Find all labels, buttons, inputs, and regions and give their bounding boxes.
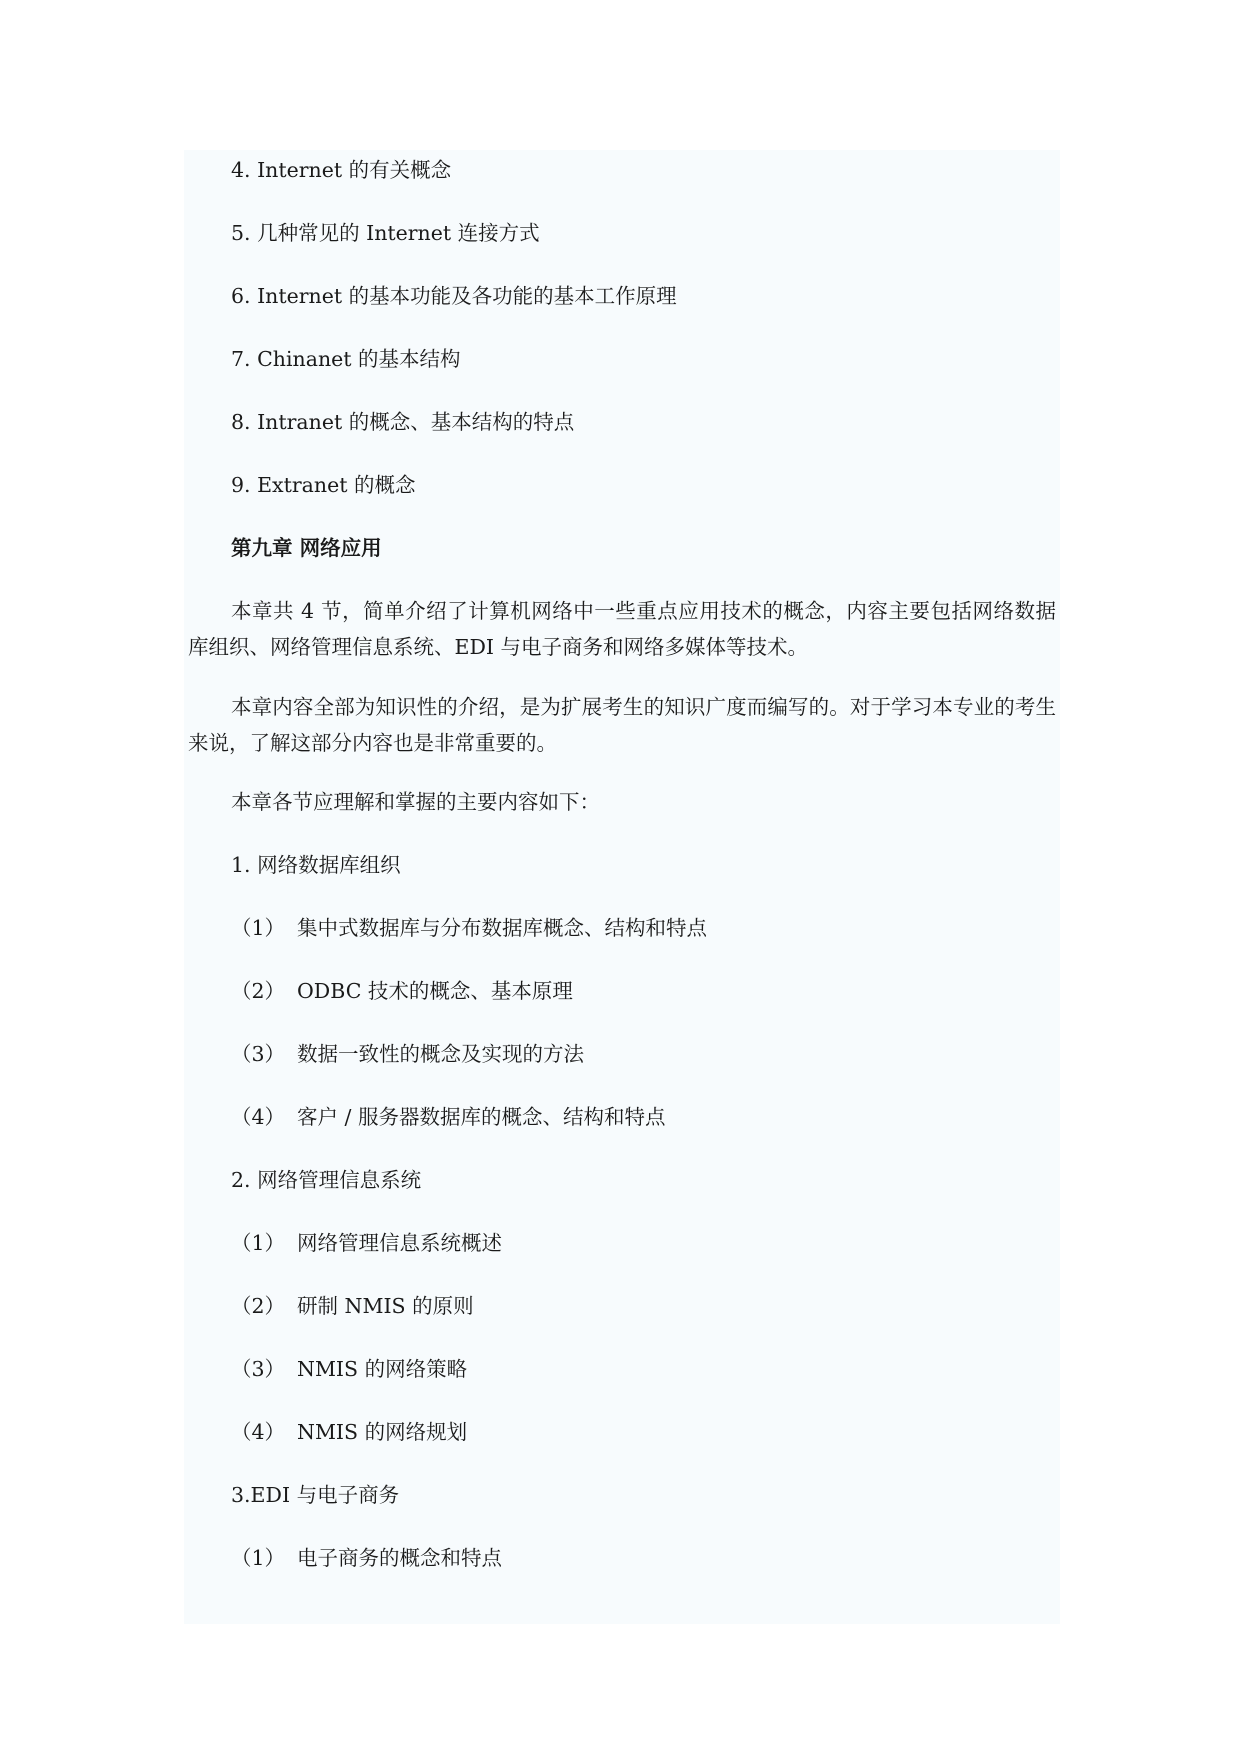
sub-item — [231, 1357, 467, 1381]
sub-item-number: （1） — [231, 1546, 286, 1570]
paragraph: 本章内容全部为知识性的介绍，是为扩展考生的知识广度而编写的。对于学习本专业的考生来说，了解这部分内容也是非常重要的。 — [188, 695, 1056, 755]
chapter-heading: 第九章 网络应用 — [231, 536, 382, 560]
sub-item-number: （2） — [231, 1294, 286, 1318]
sub-item-text: 研制 NMIS 的原则 — [297, 1294, 474, 1318]
sub-item-text: 网络管理信息系统概述 — [297, 1231, 502, 1255]
content-background — [184, 150, 1060, 1624]
sub-item-number: （3） — [231, 1357, 286, 1381]
section-title: 2. 网络管理信息系统 — [231, 1168, 422, 1192]
sub-item-number: （1） — [231, 916, 286, 940]
list-item: 9. Extranet 的概念 — [231, 473, 416, 497]
sub-item — [231, 1294, 474, 1318]
sub-item — [231, 1420, 467, 1444]
sub-item-text: NMIS 的网络规划 — [297, 1420, 468, 1444]
paragraph: 本章共 4 节，简单介绍了计算机网络中一些重点应用技术的概念，内容主要包括网络数据库组织、网络管理信息系统、EDI 与电子商务和网络多媒体等技术。 — [188, 599, 1056, 659]
sub-item-text: ODBC 技术的概念、基本原理 — [297, 979, 573, 1003]
sub-item-text: 客户 / 服务器数据库的概念、结构和特点 — [297, 1105, 666, 1129]
sub-item-number: （2） — [231, 979, 286, 1003]
list-item: 5. 几种常见的 Internet 连接方式 — [231, 221, 540, 245]
list-item: 4. Internet 的有关概念 — [231, 158, 452, 182]
sub-item — [231, 979, 573, 1003]
sub-item-number: （3） — [231, 1042, 286, 1066]
list-item: 6. Internet 的基本功能及各功能的基本工作原理 — [231, 284, 677, 308]
sub-item-text: NMIS 的网络策略 — [297, 1357, 468, 1381]
sub-item-text: 集中式数据库与分布数据库概念、结构和特点 — [297, 916, 707, 940]
sub-item-number: （4） — [231, 1420, 286, 1444]
sub-item — [231, 916, 707, 940]
list-item: 8. Intranet 的概念、基本结构的特点 — [231, 410, 575, 434]
intro-line: 本章各节应理解和掌握的主要内容如下： — [231, 790, 600, 814]
sub-item — [231, 1042, 584, 1066]
sub-item-text: 电子商务的概念和特点 — [297, 1546, 502, 1570]
section-title: 1. 网络数据库组织 — [231, 853, 401, 877]
sub-item-number: （4） — [231, 1105, 286, 1129]
sub-item — [231, 1231, 502, 1255]
section-title: 3.EDI 与电子商务 — [231, 1483, 400, 1507]
sub-item — [231, 1546, 502, 1570]
sub-item — [231, 1105, 665, 1129]
list-item: 7. Chinanet 的基本结构 — [231, 347, 461, 371]
sub-item-number: （1） — [231, 1231, 286, 1255]
sub-item-text: 数据一致性的概念及实现的方法 — [297, 1042, 584, 1066]
